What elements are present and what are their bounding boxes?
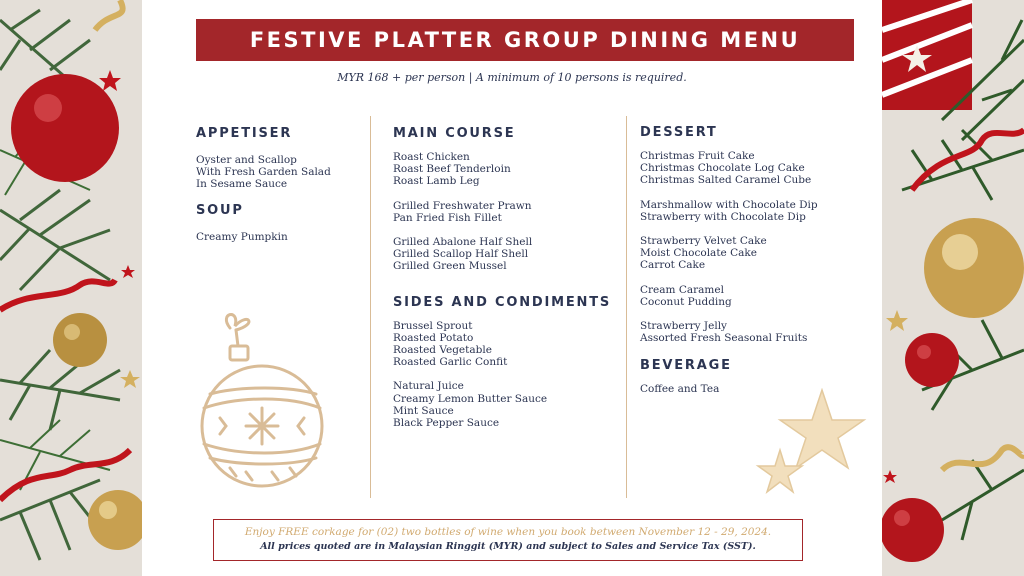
menu-item: Roast Beef Tenderloin bbox=[393, 163, 511, 176]
column-divider bbox=[370, 116, 371, 498]
menu-item: Moist Chocolate Cake bbox=[640, 247, 757, 260]
menu-item: With Fresh Garden Salad bbox=[196, 166, 331, 179]
menu-item: Strawberry Jelly bbox=[640, 320, 727, 333]
right-christmas-decoration bbox=[882, 0, 1024, 576]
menu-item: Black Pepper Sauce bbox=[393, 417, 500, 430]
menu-item: Christmas Chocolate Log Cake bbox=[640, 162, 805, 175]
menu-title: FESTIVE PLATTER GROUP DINING MENU bbox=[249, 28, 801, 52]
gold-stars-icon bbox=[752, 388, 872, 503]
beverage-heading: BEVERAGE bbox=[640, 358, 732, 374]
menu-item: Creamy Lemon Butter Sauce bbox=[393, 392, 548, 405]
menu-item: Brussel Sprout bbox=[393, 319, 473, 332]
column-dessert-beverage bbox=[640, 125, 870, 396]
menu-card bbox=[142, 0, 882, 576]
menu-item: Natural Juice bbox=[393, 380, 464, 393]
main-course-heading: MAIN COURSE bbox=[393, 126, 516, 141]
price-disclaimer-text: All prices quoted are in Malaysian Ringgit (MYR) and subject to Sales and Service Tax (SST). bbox=[260, 541, 756, 552]
menu-item: Strawberry Velvet Cake bbox=[640, 235, 767, 248]
menu-item: Mint Sauce bbox=[393, 404, 454, 417]
menu-item: Creamy Pumpkin bbox=[196, 230, 288, 243]
menu-item: Marshmallow with Chocolate Dip bbox=[640, 198, 818, 211]
soup-items bbox=[196, 231, 366, 243]
menu-item: Roasted Vegetable bbox=[393, 344, 492, 357]
menu-item: Pan Fried Fish Fillet bbox=[393, 211, 502, 224]
sides-heading: SIDES AND CONDIMENTS bbox=[393, 294, 612, 310]
dessert-heading: DESSERT bbox=[640, 125, 718, 140]
menu-item: Coconut Pudding bbox=[640, 295, 732, 308]
menu-item: Grilled Green Mussel bbox=[393, 260, 507, 273]
column-divider bbox=[626, 116, 627, 498]
menu-item: Roast Lamb Leg bbox=[393, 175, 480, 188]
menu-item: Cream Caramel bbox=[640, 283, 724, 296]
menu-item: Roast Chicken bbox=[393, 151, 470, 163]
left-christmas-decoration bbox=[0, 0, 142, 576]
menu-item: Roasted Potato bbox=[393, 331, 474, 344]
menu-item: Coffee and Tea bbox=[640, 383, 720, 396]
christmas-ornament-icon bbox=[200, 308, 330, 493]
corkage-offer-text: Enjoy FREE corkage for (02) two bottles of wine when you book between November 12 - 29, 2024. bbox=[244, 526, 772, 538]
dessert-items bbox=[640, 150, 870, 344]
column-main-sides bbox=[393, 126, 618, 441]
menu-item: Grilled Abalone Half Shell bbox=[393, 236, 533, 249]
sides-items bbox=[393, 320, 618, 430]
menu-item: Roasted Garlic Confit bbox=[393, 356, 508, 369]
main-course-items bbox=[393, 151, 618, 273]
menu-item: Strawberry with Chocolate Dip bbox=[640, 210, 806, 223]
footer-notice bbox=[213, 519, 803, 561]
menu-item: Carrot Cake bbox=[640, 259, 706, 272]
menu-item: Oyster and Scallop bbox=[196, 154, 297, 166]
menu-item: Christmas Salted Caramel Cube bbox=[640, 174, 812, 187]
price-subtitle: MYR 168 + per person | A minimum of 10 persons is required. bbox=[337, 71, 687, 84]
appetiser-items bbox=[196, 154, 366, 191]
menu-item: Christmas Fruit Cake bbox=[640, 150, 755, 162]
column-appetiser-soup bbox=[196, 126, 366, 243]
appetiser-heading: APPETISER bbox=[196, 126, 293, 141]
soup-heading: SOUP bbox=[196, 202, 244, 218]
menu-item: Grilled Freshwater Prawn bbox=[393, 199, 532, 212]
menu-item: Grilled Scallop Half Shell bbox=[393, 248, 529, 261]
menu-title-banner bbox=[196, 19, 854, 61]
menu-item: In Sesame Sauce bbox=[196, 178, 288, 191]
menu-item: Assorted Fresh Seasonal Fruits bbox=[640, 332, 808, 345]
